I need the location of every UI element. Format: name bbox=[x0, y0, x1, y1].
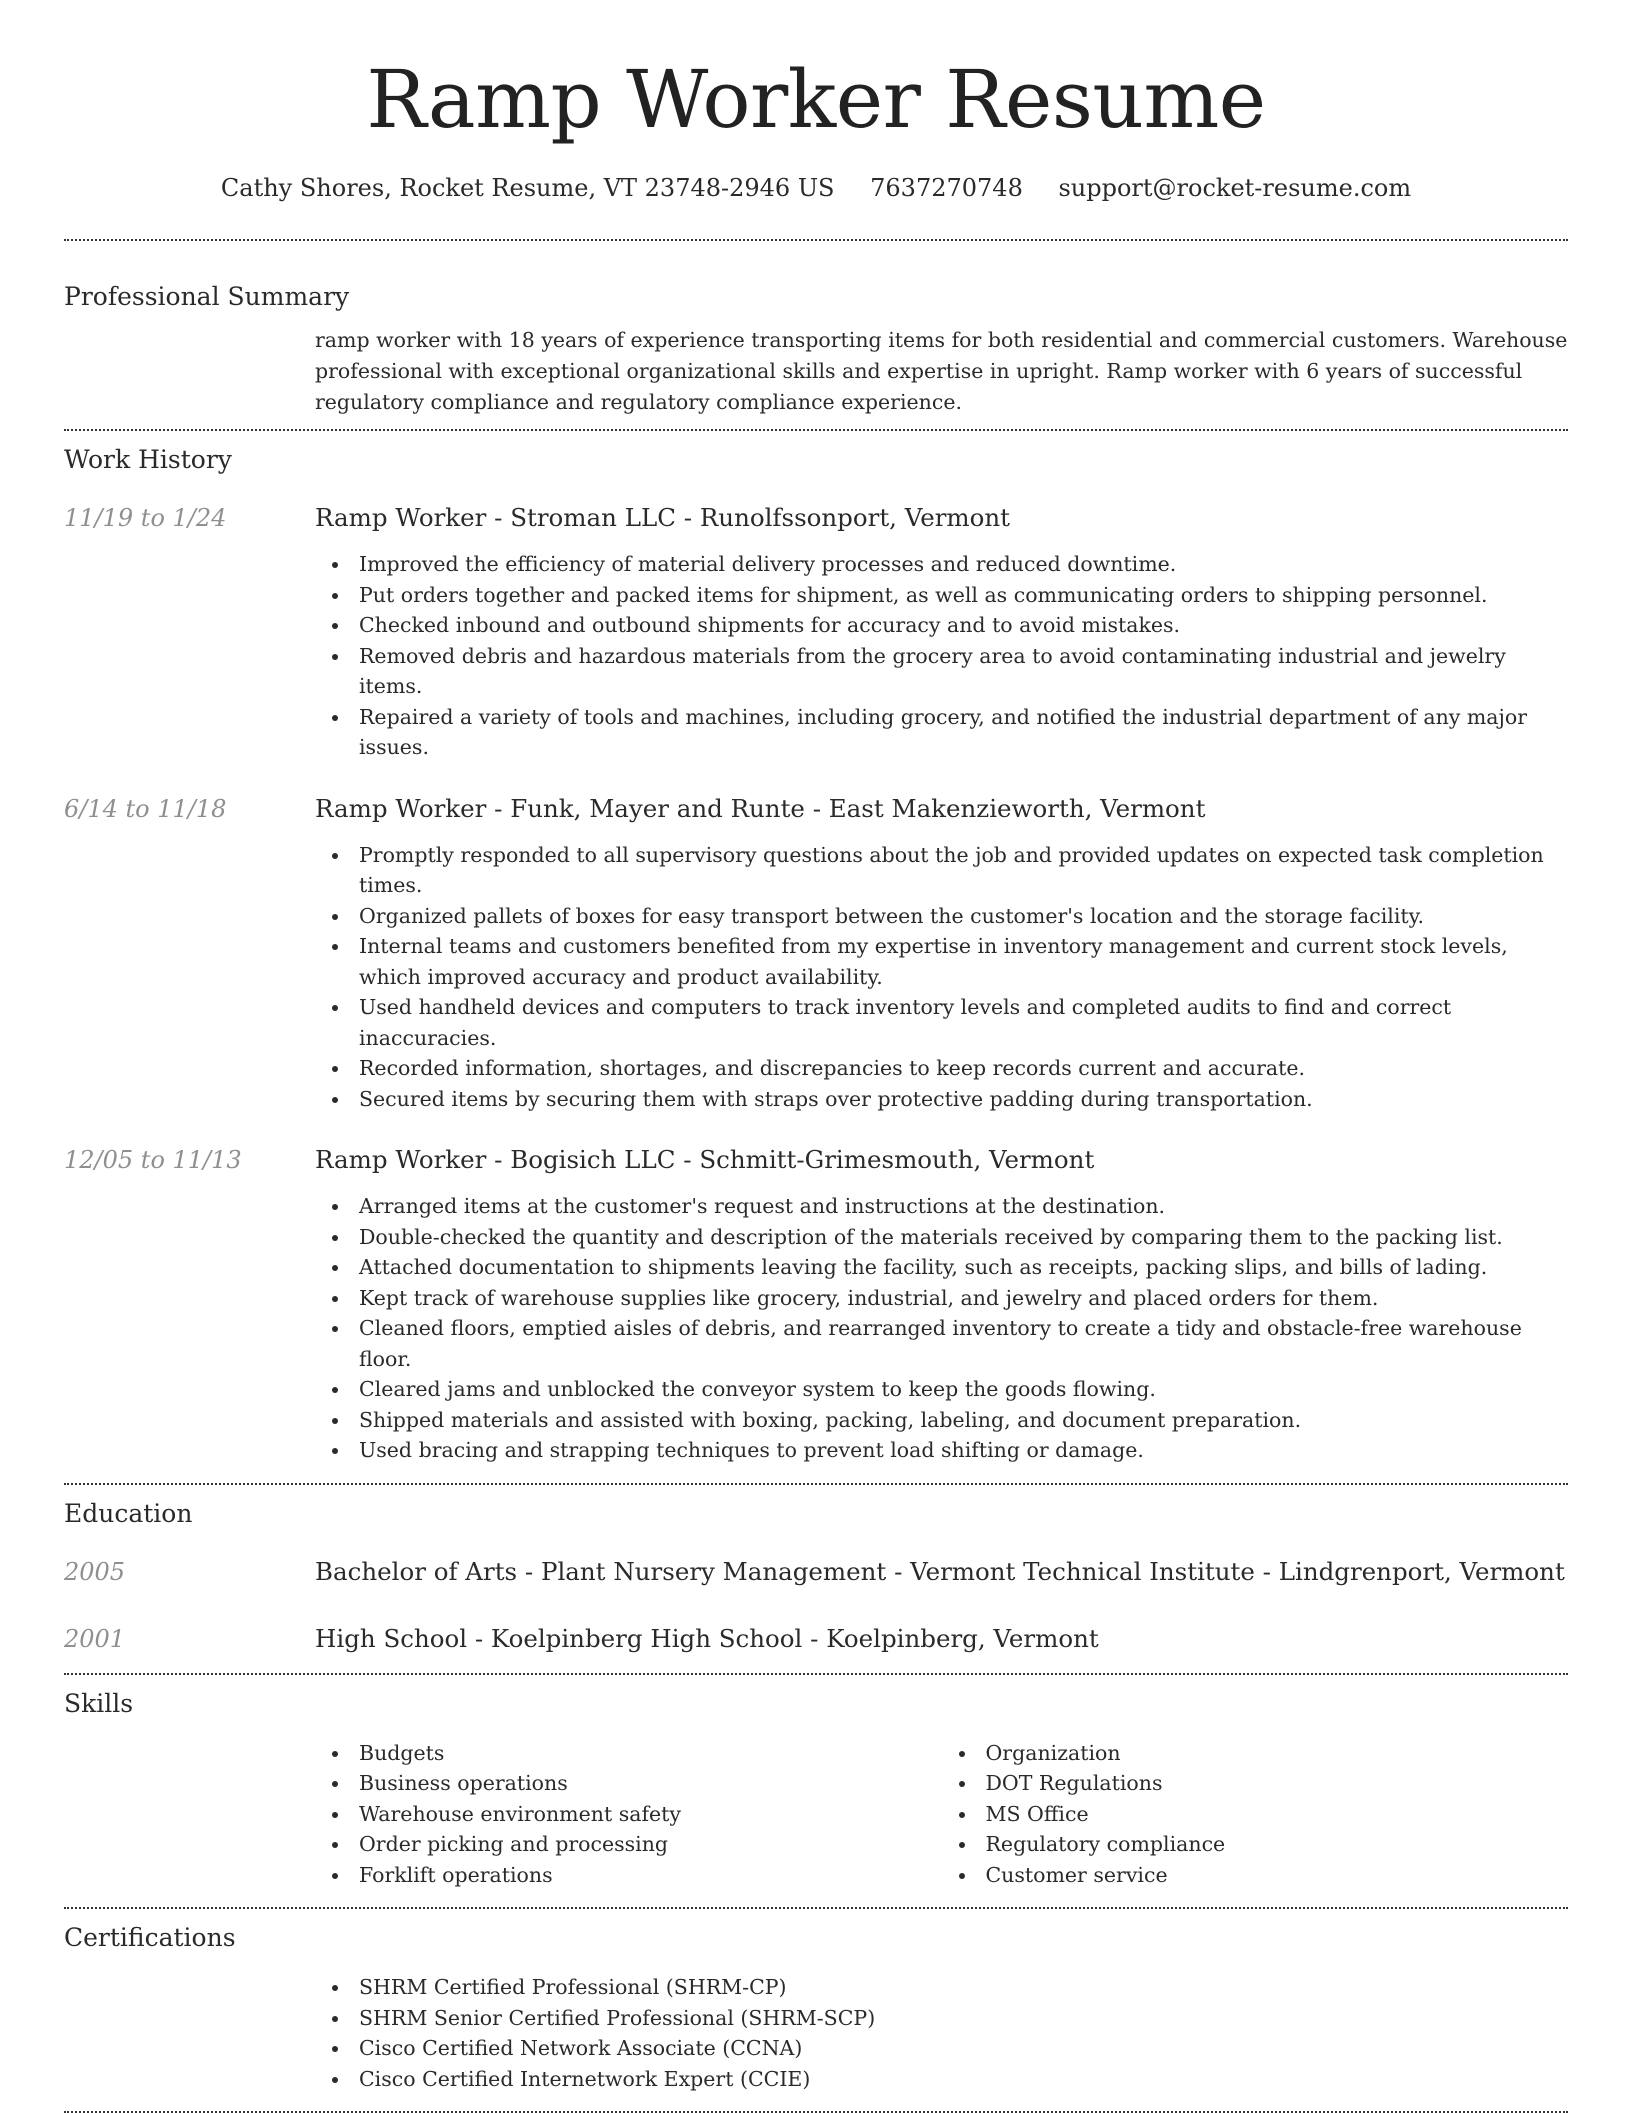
job-entry bbox=[64, 501, 1568, 763]
job-dates: 6/14 to 11/18 bbox=[64, 794, 227, 823]
skills-column-left bbox=[315, 1738, 942, 1891]
list-item: Organized pallets of boxes for easy transport between the customer's location and the storage facility. bbox=[359, 901, 1568, 932]
section-title-skills: Skills bbox=[64, 1688, 134, 1718]
contact-address: Cathy Shores, Rocket Resume, VT 23748-2946 US bbox=[220, 174, 835, 202]
list-item: SHRM Certified Professional (SHRM-CP) bbox=[359, 1972, 1568, 2003]
contact-phone: 7637270748 bbox=[870, 174, 1023, 202]
list-item: Promptly responded to all supervisory questions about the job and provided updates on expected task completion times. bbox=[359, 840, 1568, 901]
list-item: Secured items by securing them with straps over protective padding during transportation. bbox=[359, 1084, 1568, 1115]
section-title-education: Education bbox=[64, 1498, 193, 1528]
skills-grid bbox=[315, 1738, 1568, 1891]
list-item: Checked inbound and outbound shipments for accuracy and to avoid mistakes. bbox=[359, 610, 1568, 641]
list-item: SHRM Senior Certified Professional (SHRM-SCP) bbox=[359, 2003, 1568, 2034]
education-year: 2005 bbox=[64, 1557, 126, 1586]
divider bbox=[64, 239, 1568, 241]
list-item: Budgets bbox=[359, 1738, 942, 1769]
list-item: Used bracing and strapping techniques to prevent load shifting or damage. bbox=[359, 1435, 1568, 1466]
list-item: Cleared jams and unblocked the conveyor system to keep the goods flowing. bbox=[359, 1374, 1568, 1405]
education-school: - Koelpinberg High School - Koelpinberg, Vermont bbox=[467, 1623, 1099, 1653]
section-title-certifications: Certifications bbox=[64, 1923, 236, 1952]
job-heading: Ramp Worker - Bogisich LLC - Schmitt-Grimesmouth, Vermont bbox=[315, 1145, 1095, 1174]
list-item: DOT Regulations bbox=[986, 1768, 1569, 1799]
skills-column-right bbox=[942, 1738, 1569, 1891]
list-item: Internal teams and customers benefited from my expertise in inventory management and current stock levels, which improved accuracy and product availability. bbox=[359, 931, 1568, 992]
job-dates: 12/05 to 11/13 bbox=[64, 1146, 242, 1174]
education-degree: Bachelor of Arts - Plant Nursery Management bbox=[315, 1556, 887, 1586]
list-item: Improved the efficiency of material delivery processes and reduced downtime. bbox=[359, 549, 1568, 580]
divider bbox=[64, 1483, 1568, 1485]
job-bullets bbox=[64, 840, 1568, 1115]
list-item: Put orders together and packed items for shipment, as well as communicating orders to shipping personnel. bbox=[359, 580, 1568, 611]
job-heading: Ramp Worker - Funk, Mayer and Runte - East Makenzieworth, Vermont bbox=[315, 793, 1206, 823]
list-item: Business operations bbox=[359, 1768, 942, 1799]
summary-text: ramp worker with 18 years of experience transporting items for both residential and commercial customers. Warehouse professional with exceptional organizational skills and expertise in upright. Ramp worker with 6 years of successful regulatory compliance and regulatory compliance experience. bbox=[315, 328, 1568, 414]
section-title-summary: Professional Summary bbox=[64, 282, 350, 311]
list-item: Shipped materials and assisted with boxing, packing, labeling, and document preparation. bbox=[359, 1405, 1568, 1436]
job-entry bbox=[64, 792, 1568, 1115]
list-item: MS Office bbox=[986, 1799, 1569, 1830]
section-title-work-history: Work History bbox=[64, 445, 232, 474]
job-bullets bbox=[64, 1191, 1568, 1466]
list-item: Warehouse environment safety bbox=[359, 1799, 942, 1830]
list-item: Double-checked the quantity and description of the materials received by comparing them to the packing list. bbox=[359, 1222, 1568, 1253]
job-heading: Ramp Worker - Stroman LLC - Runolfssonport, Vermont bbox=[315, 503, 1011, 532]
divider bbox=[64, 429, 1568, 431]
job-entry bbox=[64, 1143, 1568, 1466]
list-item: Repaired a variety of tools and machines, including grocery, and notified the industrial department of any major issues. bbox=[359, 702, 1568, 763]
education-year: 2001 bbox=[64, 1624, 126, 1653]
education-degree: High School bbox=[315, 1623, 468, 1653]
list-item: Attached documentation to shipments leaving the facility, such as receipts, packing slips, and bills of lading. bbox=[359, 1252, 1568, 1283]
list-item: Removed debris and hazardous materials from the grocery area to avoid contaminating industrial and jewelry items. bbox=[359, 641, 1568, 702]
list-item: Customer service bbox=[986, 1860, 1569, 1891]
list-item: Arranged items at the customer's request and instructions at the destination. bbox=[359, 1191, 1568, 1222]
list-item: Cisco Certified Network Associate (CCNA) bbox=[359, 2033, 1568, 2064]
list-item: Regulatory compliance bbox=[986, 1829, 1569, 1860]
education-entry bbox=[64, 1622, 1568, 1656]
list-item: Recorded information, shortages, and discrepancies to keep records current and accurate. bbox=[359, 1053, 1568, 1084]
education-heading bbox=[315, 1622, 1568, 1656]
list-item: Used handheld devices and computers to track inventory levels and completed audits to find and correct inaccuracies. bbox=[359, 992, 1568, 1053]
education-entry bbox=[64, 1555, 1568, 1589]
divider bbox=[64, 1907, 1568, 1909]
contact-line bbox=[64, 172, 1568, 204]
divider bbox=[64, 1673, 1568, 1675]
list-item: Organization bbox=[986, 1738, 1569, 1769]
education-school: - Vermont Technical Institute - Lindgrenport, Vermont bbox=[886, 1556, 1565, 1586]
resume-title: Ramp Worker Resume bbox=[366, 53, 1266, 146]
list-item: Forklift operations bbox=[359, 1860, 942, 1891]
list-item: Order picking and processing bbox=[359, 1829, 942, 1860]
certifications-list bbox=[64, 1972, 1568, 2094]
education-heading bbox=[315, 1555, 1568, 1589]
contact-email: support@rocket-resume.com bbox=[1058, 174, 1412, 202]
job-bullets bbox=[64, 549, 1568, 763]
job-dates: 11/19 to 1/24 bbox=[64, 504, 227, 532]
list-item: Cisco Certified Internetwork Expert (CCIE) bbox=[359, 2064, 1568, 2095]
list-item: Kept track of warehouse supplies like grocery, industrial, and jewelry and placed orders for them. bbox=[359, 1283, 1568, 1314]
resume-page bbox=[64, 0, 1568, 2113]
list-item: Cleaned floors, emptied aisles of debris, and rearranged inventory to create a tidy and obstacle-free warehouse floor. bbox=[359, 1313, 1568, 1374]
